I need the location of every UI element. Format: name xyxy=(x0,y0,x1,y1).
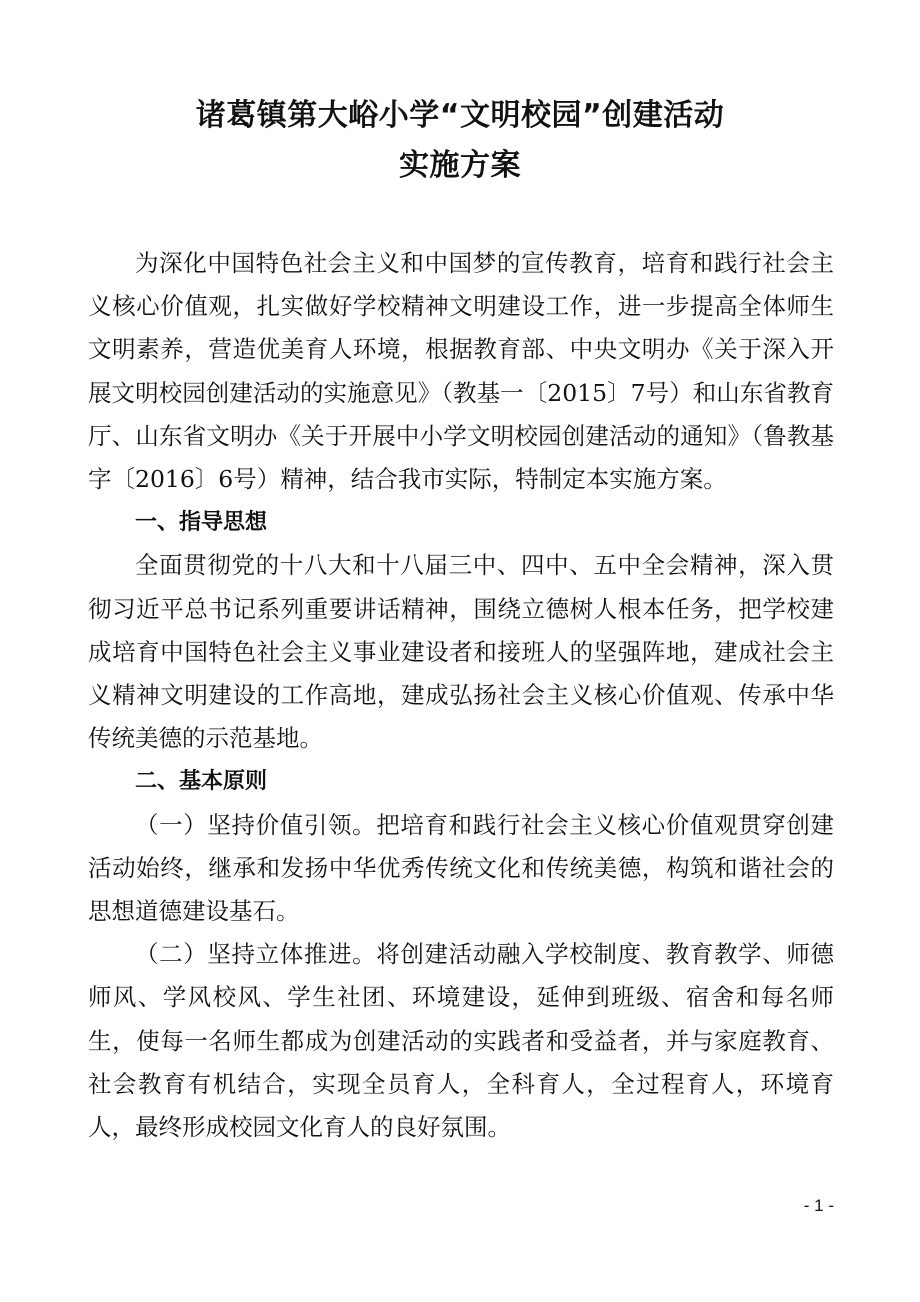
section-heading-basic-principles: 二、基本原则 xyxy=(135,769,268,795)
section-heading-guiding-ideology: 一、指导思想 xyxy=(135,510,268,536)
intro-paragraph: 为深化中国特色社会主义和中国梦的宣传教育，培育和践行社会主义核心价值观，扎实做好学校精神文明建设工作，进一步提高全体师生文明素养，营造优美育人环境，根据教育部、中央文明办《关于深入开展文明校园创建活动的实施意见》（教基一〔2015〕7号）和山东省教育厅、山东省文明办《关于开展中小学文明校园创建活动的通知》（鲁教基字〔2016〕6号）精神，结合我市实际，特制定本实施方案。 xyxy=(88,249,834,494)
guiding-ideology-paragraph: 全面贯彻党的十八大和十八届三中、四中、五中全会精神，深入贯彻习近平总书记系列重要讲话精神，围绕立德树人根本任务，把学校建成培育中国特色社会主义事业建设者和接班人的坚强阵地，建成社会主义精神文明建设的工作高地，建成弘扬社会主义核心价值观、传承中华传统美德的示范基地。 xyxy=(88,551,834,753)
document-title: 诸葛镇第大峪小学“文明校园”创建活动 xyxy=(195,98,725,133)
page-number: - 1 - xyxy=(803,1196,834,1215)
principle-comprehensive-advance-paragraph: （二）坚持立体推进。将创建活动融入学校制度、教育教学、师德师风、学风校风、学生社团、环境建设，延伸到班级、宿舍和每名师生，使每一名师生都成为创建活动的实践者和受益者，并与家庭教育、社会教育有机结合，实现全员育人，全科育人，全过程育人，环境育人，最终形成校园文化育人的良好氛围。 xyxy=(88,940,834,1142)
principle-value-guidance-paragraph: （一）坚持价值引领。把培育和践行社会主义核心价值观贯穿创建活动始终，继承和发扬中华优秀传统文化和传统美德，构筑和谐社会的思想道德建设基石。 xyxy=(88,810,834,926)
document-body xyxy=(88,242,834,1149)
document-subtitle: 实施方案 xyxy=(399,148,521,183)
